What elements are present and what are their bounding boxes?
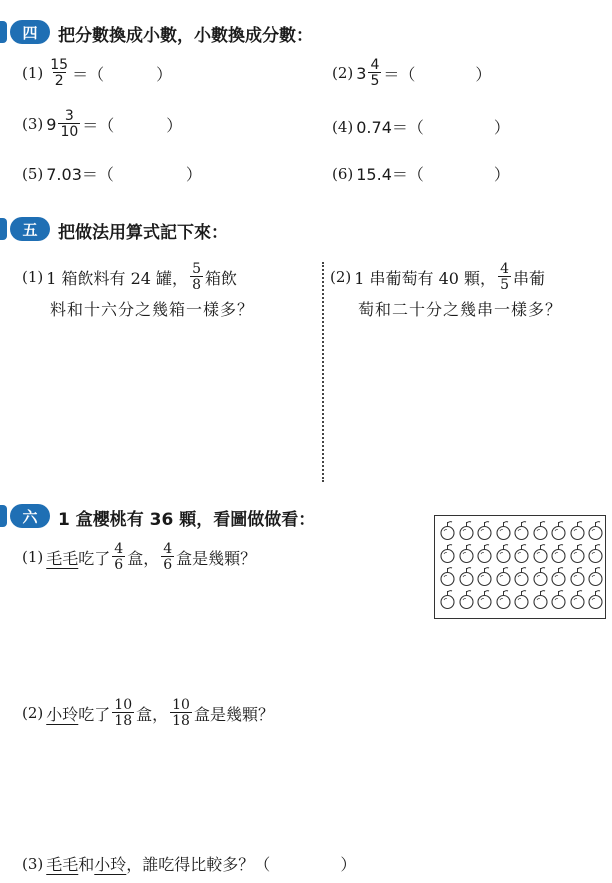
- denominator: 5: [500, 277, 509, 293]
- cherry-icon: [439, 566, 456, 587]
- fraction: [498, 262, 511, 292]
- cherry-box: [434, 515, 606, 619]
- section-6-tab: [0, 505, 7, 527]
- cherry-icon: [458, 566, 475, 587]
- question-5-2-line2: 萄和二十分之幾串一樣多？: [358, 300, 563, 319]
- denominator: 18: [114, 713, 133, 729]
- cherry-icon: [513, 566, 530, 587]
- cherry-icon: [532, 520, 549, 541]
- section-4-tab: [0, 21, 7, 43]
- cherry-icon: [495, 520, 512, 541]
- question-text: 和: [78, 855, 95, 874]
- question-label: (1): [22, 268, 44, 286]
- numerator: 10: [114, 697, 133, 713]
- name-xiaoling: 小玲: [94, 855, 127, 874]
- fraction: [161, 542, 174, 572]
- question-label: (2): [332, 64, 354, 82]
- cherry-icon: [550, 520, 567, 541]
- fraction: [48, 58, 70, 88]
- cherry-icon: [550, 566, 567, 587]
- fraction: [112, 698, 134, 728]
- whole-number: 3: [356, 63, 367, 83]
- cherry-icon: [532, 566, 549, 587]
- numerator: 4: [370, 57, 380, 73]
- section-4-title: 把分數換成小數，小數換成分數：: [58, 26, 313, 46]
- section-5-title: 把做法用算式記下來：: [58, 223, 228, 243]
- question-4-4: [332, 115, 510, 138]
- cherry-icon: [495, 566, 512, 587]
- denominator: 2: [54, 73, 64, 89]
- section-5-badge: 五: [10, 217, 50, 241]
- cherry-icon: [532, 543, 549, 564]
- question-6-1: [22, 542, 256, 572]
- cherry-icon: [550, 543, 567, 564]
- equals-paren: ＝（: [72, 64, 105, 84]
- close-paren: ）: [475, 64, 492, 84]
- question-5-2-line1: [330, 262, 545, 292]
- denominator: 8: [192, 277, 201, 293]
- numerator: 3: [64, 108, 74, 124]
- name-maomao: 毛毛: [46, 548, 79, 568]
- question-text: 1 箱飲料有 24 罐，: [46, 268, 189, 288]
- question-4-6: [332, 162, 510, 185]
- question-label: (4): [332, 117, 354, 136]
- denominator: 6: [114, 557, 124, 573]
- question-4-3: [22, 109, 182, 139]
- question-label: (6): [332, 164, 354, 183]
- numerator: 4: [163, 541, 173, 557]
- question-text: 吃了: [78, 704, 111, 724]
- cherry-icon: [587, 589, 604, 610]
- name-maomao: 毛毛: [46, 855, 79, 874]
- question-text: 箱飲: [204, 268, 237, 288]
- fraction: [190, 262, 203, 292]
- equals-paren: ＝（: [82, 115, 115, 135]
- cherry-icon: [569, 520, 586, 541]
- question-text: 盒，: [127, 548, 160, 568]
- question-label: (2): [330, 268, 352, 286]
- cherry-icon: [476, 589, 493, 610]
- section-4-badge: 四: [10, 20, 50, 44]
- question-text: 1 串葡萄有 40 顆，: [354, 268, 497, 288]
- question-label: (5): [22, 164, 44, 183]
- name-xiaoling: 小玲: [46, 704, 79, 724]
- fraction: [368, 58, 381, 88]
- cherry-icon: [513, 589, 530, 610]
- question-text: 吃了: [78, 548, 111, 568]
- cherry-icon: [439, 520, 456, 541]
- cherry-icon: [569, 543, 586, 564]
- numerator: 5: [192, 261, 201, 277]
- question-4-2: [332, 58, 491, 88]
- question-text: 盒，: [136, 704, 169, 724]
- numerator: 4: [500, 261, 509, 277]
- question-4-1: [22, 58, 172, 88]
- denominator: 18: [172, 713, 190, 729]
- question-text: 0.74＝（: [356, 118, 424, 137]
- question-text: 盒是幾顆？: [193, 704, 274, 724]
- fraction: [170, 698, 192, 728]
- numerator: 4: [114, 541, 124, 557]
- denominator: 5: [370, 73, 380, 89]
- cherry-icon: [458, 520, 475, 541]
- question-5-1-line2: 料和十六分之幾箱一樣多？: [50, 300, 255, 319]
- close-paren: ）: [493, 118, 510, 137]
- cherry-icon: [587, 566, 604, 587]
- question-text: 7.03＝（: [46, 165, 114, 184]
- question-label: (1): [22, 64, 44, 82]
- question-text: ，誰吃得比較多？（: [126, 855, 271, 874]
- cherry-icon: [550, 589, 567, 610]
- whole-number: 9: [46, 114, 57, 134]
- section-5-tab: [0, 218, 7, 240]
- column-divider: [322, 262, 324, 482]
- question-5-1-line1: [22, 262, 237, 292]
- numerator: 10: [172, 697, 190, 713]
- cherry-icon: [495, 543, 512, 564]
- question-label: (3): [22, 115, 44, 133]
- question-text: 串葡: [512, 268, 545, 288]
- cherry-icon: [458, 543, 475, 564]
- cherry-icon: [587, 520, 604, 541]
- cherry-icon: [513, 543, 530, 564]
- cherry-icon: [532, 589, 549, 610]
- question-label: (1): [22, 548, 44, 566]
- question-4-5: [22, 162, 202, 185]
- cherry-icon: [476, 520, 493, 541]
- equals-paren: ＝（: [383, 64, 416, 84]
- cherry-icon: [587, 543, 604, 564]
- numerator: 15: [50, 57, 69, 73]
- close-paren: ）: [340, 855, 357, 874]
- denominator: 6: [163, 557, 173, 573]
- question-6-3: [22, 852, 356, 875]
- cherry-icon: [569, 566, 586, 587]
- question-6-2: [22, 698, 274, 728]
- cherry-icon: [439, 543, 456, 564]
- cherry-icon: [569, 589, 586, 610]
- section-6-title: 1 盒櫻桃有 36 顆，看圖做做看：: [58, 510, 316, 530]
- cherry-icon: [495, 589, 512, 610]
- question-label: (2): [22, 704, 44, 722]
- question-text: 15.4＝（: [356, 165, 424, 184]
- question-label: (3): [22, 854, 44, 873]
- cherry-icon: [513, 520, 530, 541]
- cherry-icon: [476, 543, 493, 564]
- cherry-icon: [476, 566, 493, 587]
- fraction: [112, 542, 125, 572]
- cherry-icon: [439, 589, 456, 610]
- fraction: [58, 109, 80, 139]
- cherry-icon: [458, 589, 475, 610]
- close-paren: ）: [493, 165, 510, 184]
- close-paren: ）: [156, 64, 173, 84]
- close-paren: ）: [166, 115, 183, 135]
- close-paren: ）: [185, 165, 202, 184]
- section-6-badge: 六: [10, 504, 50, 528]
- question-text: 盒是幾顆？: [176, 548, 257, 568]
- denominator: 10: [60, 124, 79, 140]
